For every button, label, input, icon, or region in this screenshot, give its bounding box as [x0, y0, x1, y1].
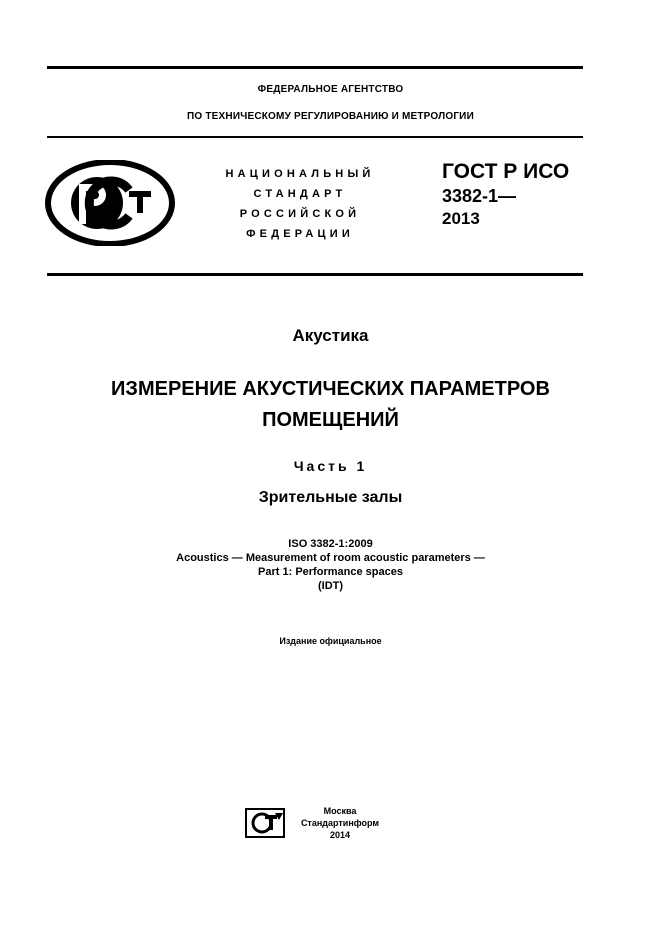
national-standard-line-1: НАЦИОНАЛЬНЫЙ	[225, 168, 375, 180]
standard-designation-line-3: 2013	[442, 209, 480, 228]
iso-line-4: (IDT)	[317, 580, 344, 592]
publisher-year: 2014	[329, 830, 351, 840]
section-rule	[47, 273, 583, 276]
standard-designation-line-1: ГОСТ Р ИСО	[442, 160, 570, 183]
national-standard-line-4: ФЕДЕРАЦИИ	[246, 228, 354, 240]
publisher-city: Москва	[323, 806, 357, 816]
part-number: Часть 1	[293, 458, 368, 474]
main-title-line-1: ИЗМЕРЕНИЕ АКУСТИЧЕСКИХ ПАРАМЕТРОВ	[111, 378, 550, 400]
part-name: Зрительные залы	[258, 489, 403, 506]
national-standard-line-3: РОССИЙСКОЙ	[239, 208, 361, 220]
rst-certification-logo-icon	[45, 160, 175, 246]
agency-line-1: ФЕДЕРАЛЬНОЕ АГЕНТСТВО	[257, 84, 404, 95]
agency-line-2: ПО ТЕХНИЧЕСКОМУ РЕГУЛИРОВАНИЮ И МЕТРОЛОГИИ	[187, 111, 474, 122]
header-rule	[47, 136, 583, 138]
national-standard-line-2: СТАНДАРТ	[253, 188, 347, 200]
iso-line-2: Acoustics — Measurement of room acoustic parameters —	[176, 552, 485, 564]
subject-title: Акустика	[292, 326, 369, 345]
standartinform-logo-icon	[245, 808, 285, 838]
iso-line-1: ISO 3382-1:2009	[288, 538, 373, 550]
iso-line-3: Part 1: Performance spaces	[258, 566, 403, 578]
top-rule	[47, 66, 583, 69]
main-title-line-2: ПОМЕЩЕНИЙ	[262, 409, 399, 431]
edition-label: Издание официальное	[279, 636, 382, 646]
standard-designation-line-2: 3382-1—	[442, 186, 517, 206]
publisher-name: Стандартинформ	[300, 818, 380, 828]
